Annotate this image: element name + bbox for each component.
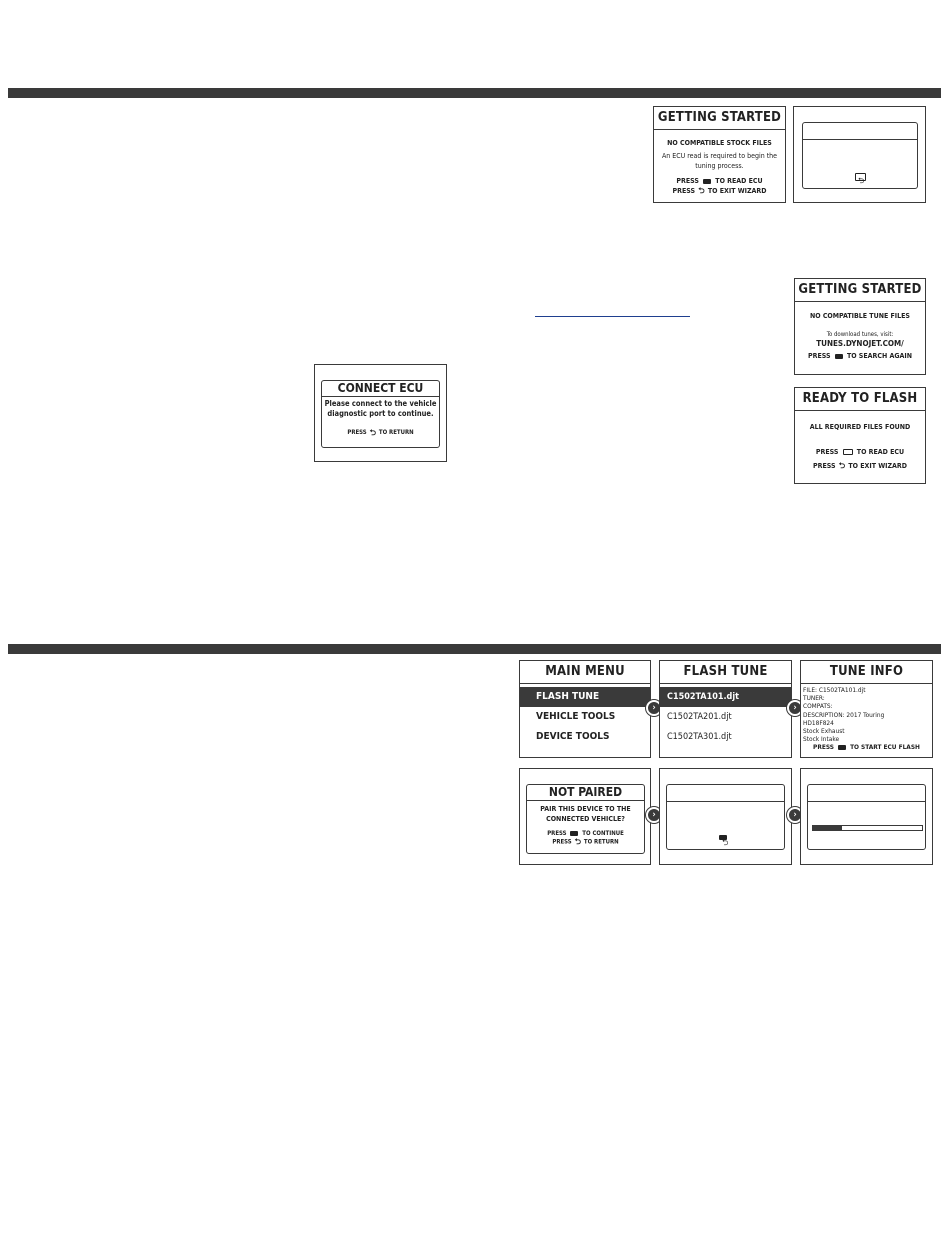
screen-body: An ECU read is required to begin the	[661, 152, 778, 160]
press-label: PRESS	[547, 830, 567, 837]
dialog-panel	[321, 380, 440, 448]
panel-header	[667, 785, 784, 802]
screen-connect-ecu	[314, 364, 447, 462]
pair-question: PAIR THIS DEVICE TO THE	[540, 805, 631, 813]
info-line: COMPATS:	[803, 702, 833, 711]
back-arrow-icon: ⮌	[574, 837, 581, 846]
back-arrow-icon: ⮌	[858, 176, 865, 185]
pair-question: CONNECTED VEHICLE?	[546, 815, 625, 823]
back-arrow-icon: ⮌	[838, 461, 846, 470]
screen-heading: NO COMPATIBLE STOCK FILES	[667, 139, 772, 147]
status-panel	[666, 784, 785, 850]
press-label: PRESS	[676, 177, 699, 185]
press-instruction	[527, 838, 644, 847]
back-arrow-icon: ⮌	[698, 186, 705, 195]
screen-main-menu	[519, 660, 651, 758]
press-instruction	[795, 461, 925, 471]
select-button-icon	[835, 354, 843, 359]
next-arrow-icon: ›	[787, 700, 803, 716]
back-arrow-icon: ⮌	[369, 427, 376, 437]
press-instruction	[322, 428, 439, 438]
info-line: DESCRIPTION: 2017 Touring	[803, 710, 885, 719]
status-panel	[807, 784, 926, 850]
status-panel	[802, 122, 918, 189]
screen-heading: NO COMPATIBLE TUNE FILES	[810, 312, 910, 320]
progress-fill	[813, 826, 842, 830]
next-arrow-icon: ›	[646, 700, 662, 716]
press-action: TO SEARCH AGAIN	[846, 352, 912, 360]
select-button-icon	[838, 745, 846, 750]
screen-getting-started-stock	[653, 106, 786, 203]
next-arrow-icon: ›	[787, 807, 803, 823]
menu-item-device-tools[interactable]: DEVICE TOOLS	[536, 731, 610, 742]
screen-body: tuning process.	[695, 162, 744, 170]
screen-tune-info	[800, 660, 933, 758]
press-label: PRESS	[813, 462, 836, 470]
press-instruction	[527, 830, 644, 838]
panel-header	[803, 123, 917, 140]
screen-ready-to-flash	[794, 387, 926, 484]
panel-header	[808, 785, 925, 802]
press-action: TO READ ECU	[856, 448, 905, 456]
info-line: HD18F824	[803, 718, 834, 727]
info-line: Stock Intake	[803, 735, 840, 744]
menu-item-flash-tune[interactable]: FLASH TUNE	[520, 687, 650, 707]
press-label: PRESS	[552, 838, 572, 846]
tune-file-item[interactable]: C1502TA301.djt	[667, 732, 732, 742]
dialog-panel	[526, 784, 645, 854]
press-action: TO RETURN	[378, 429, 414, 436]
press-instruction	[801, 743, 932, 752]
info-line: TUNER:	[803, 694, 825, 703]
press-label: PRESS	[815, 448, 839, 456]
info-line: Stock Exhaust	[803, 727, 845, 736]
select-button-icon	[570, 831, 578, 836]
screen-ecu-reading	[793, 106, 926, 203]
press-instruction	[795, 351, 925, 361]
screen-not-paired	[519, 768, 651, 865]
section-divider-bottom	[8, 644, 941, 654]
press-label: PRESS	[813, 743, 834, 752]
press-action: TO RETURN	[583, 838, 619, 846]
screen-heading: ALL REQUIRED FILES FOUND	[809, 423, 911, 431]
press-instruction	[654, 186, 785, 196]
screen-body: diagnostic port to continue.	[327, 409, 434, 418]
press-label: PRESS	[347, 429, 367, 436]
screen-flash-progress	[800, 768, 933, 865]
tune-file-item[interactable]: C1502TA101.djt	[660, 687, 791, 707]
flash-progress-bar	[812, 825, 923, 831]
screen-title: CONNECT ECU	[322, 381, 439, 397]
screen-title: READY TO FLASH	[795, 388, 925, 411]
info-line: FILE: C1502TA101.djt	[803, 686, 866, 694]
press-label: PRESS	[672, 187, 696, 195]
screen-getting-started-tune	[794, 278, 926, 375]
screen-title: GETTING STARTED	[795, 279, 925, 302]
screen-body: Please connect to the vehicle	[324, 399, 437, 408]
screen-title: GETTING STARTED	[654, 107, 785, 130]
screen-flash-tune	[659, 660, 792, 758]
screen-title: TUNE INFO	[801, 661, 932, 684]
screen-title: NOT PAIRED	[527, 785, 644, 801]
press-action: TO EXIT WIZARD	[848, 462, 907, 470]
select-button-icon	[703, 179, 711, 184]
tune-file-item[interactable]: C1502TA201.djt	[667, 712, 732, 722]
screen-title: MAIN MENU	[520, 661, 650, 684]
select-button-icon	[843, 449, 853, 455]
press-action: TO CONTINUE	[582, 830, 624, 837]
section-divider-top	[8, 88, 941, 98]
press-action: TO START ECU FLASH	[850, 743, 920, 752]
tunes-url: TUNES.DYNOJET.COM/	[816, 339, 904, 348]
press-action: TO READ ECU	[715, 177, 763, 185]
press-action: TO EXIT WIZARD	[707, 187, 767, 195]
menu-item-vehicle-tools[interactable]: VEHICLE TOOLS	[536, 711, 616, 722]
next-arrow-icon: ›	[646, 807, 662, 823]
back-arrow-icon: ⮌	[722, 838, 729, 847]
screen-pairing	[659, 768, 792, 865]
press-instruction	[654, 176, 785, 186]
screen-body: To download tunes, visit:	[826, 331, 894, 338]
screen-title: FLASH TUNE	[660, 661, 791, 684]
hyperlink-underline[interactable]	[535, 316, 690, 317]
press-label: PRESS	[808, 352, 831, 360]
press-instruction	[795, 447, 925, 457]
